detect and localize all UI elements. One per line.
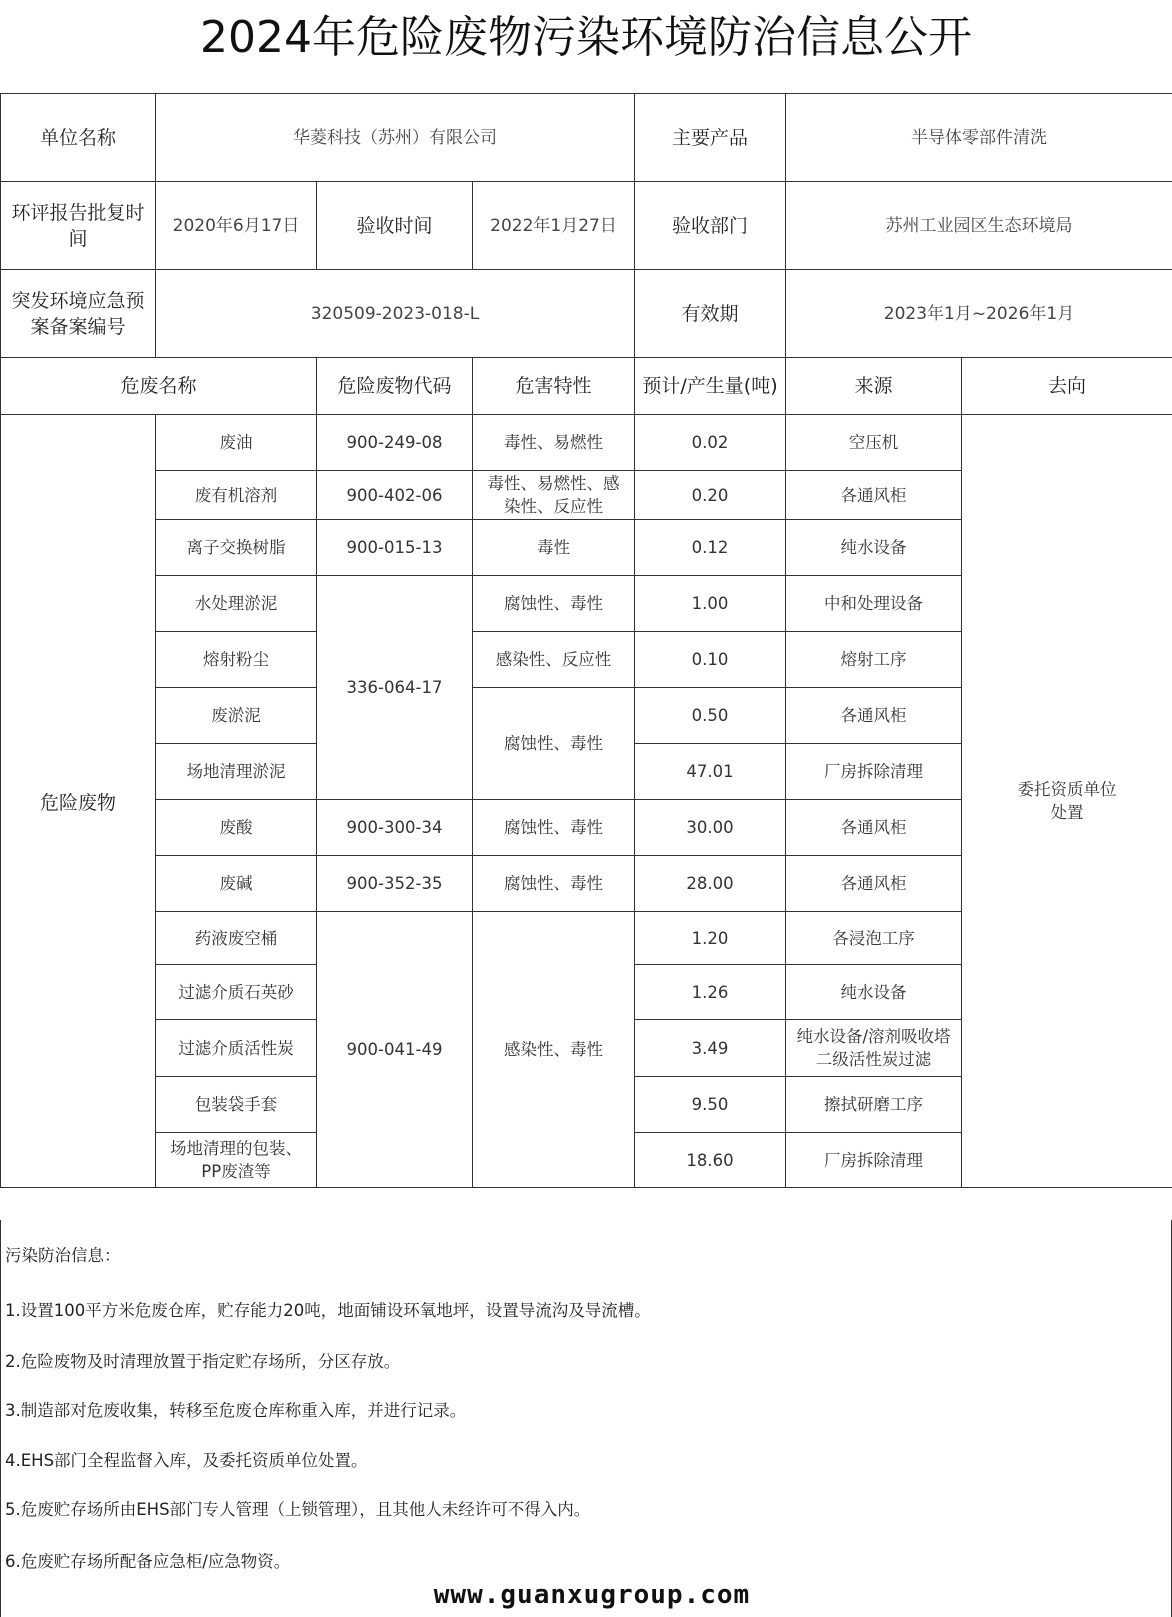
watermark: www.guanxugroup.com (433, 1580, 751, 1610)
destination-cell: 委托资质单位处置 (962, 415, 1172, 1188)
waste-source: 各通风柜 (786, 471, 962, 520)
waste-hazard: 腐蚀性、毒性 (473, 576, 635, 632)
waste-source: 各浸泡工序 (786, 912, 962, 965)
waste-amount: 30.00 (635, 800, 786, 856)
waste-amount: 0.10 (635, 632, 786, 688)
unit-value: 华菱科技（苏州）有限公司 (156, 94, 635, 182)
waste-source: 厂房拆除清理 (786, 744, 962, 800)
waste-amount: 0.20 (635, 471, 786, 520)
unit-label: 单位名称 (1, 94, 156, 182)
waste-name: 废碱 (156, 856, 317, 912)
emergency-value: 320509-2023-018-L (156, 270, 635, 358)
acceptance-time-label: 验收时间 (317, 182, 473, 270)
header-amount: 预计/产生量(吨) (635, 358, 786, 415)
waste-source: 纯水设备 (786, 520, 962, 576)
waste-hazard: 毒性、易燃性 (473, 415, 635, 471)
waste-amount: 1.20 (635, 912, 786, 965)
waste-hazard: 腐蚀性、毒性 (473, 856, 635, 912)
waste-source: 熔射工序 (786, 632, 962, 688)
waste-name: 废油 (156, 415, 317, 471)
waste-amount: 47.01 (635, 744, 786, 800)
waste-source: 厂房拆除清理 (786, 1133, 962, 1188)
waste-source: 中和处理设备 (786, 576, 962, 632)
waste-hazard: 感染性、反应性 (473, 632, 635, 688)
waste-name: 过滤介质活性炭 (156, 1020, 317, 1077)
info-row-emergency (1, 270, 1172, 358)
waste-name: 过滤介质石英砂 (156, 965, 317, 1020)
waste-amount: 0.50 (635, 688, 786, 744)
waste-name: 熔射粉尘 (156, 632, 317, 688)
table-row (1, 415, 1172, 471)
page-title: 2024年危险废物污染环境防治信息公开 (200, 12, 972, 63)
waste-source: 纯水设备/溶剂吸收塔二级活性炭过滤 (786, 1020, 962, 1077)
waste-source: 擦拭研磨工序 (786, 1077, 962, 1133)
header-hazard: 危害特性 (473, 358, 635, 415)
waste-code: 900-015-13 (317, 520, 473, 576)
product-label: 主要产品 (635, 94, 786, 182)
eia-label: 环评报告批复时间 (1, 182, 156, 270)
notes-item: 3.制造部对危废收集，转移至危废仓库称重入库，并进行记录。 (5, 1401, 467, 1420)
waste-amount: 0.02 (635, 415, 786, 471)
waste-source: 各通风柜 (786, 688, 962, 744)
info-row-eia (1, 182, 1172, 270)
waste-amount: 1.00 (635, 576, 786, 632)
notes-item: 1.设置100平方米危废仓库，贮存能力20吨，地面铺设环氧地坪，设置导流沟及导流槽。 (5, 1301, 651, 1320)
waste-name: 废有机溶剂 (156, 471, 317, 520)
pollution-notes (0, 1220, 1172, 1617)
waste-name: 离子交换树脂 (156, 520, 317, 576)
waste-source: 纯水设备 (786, 965, 962, 1020)
waste-code: 900-300-34 (317, 800, 473, 856)
waste-source: 各通风柜 (786, 856, 962, 912)
product-value: 半导体零部件清洗 (786, 94, 1172, 182)
waste-source: 空压机 (786, 415, 962, 471)
category-cell: 危险废物 (1, 415, 156, 1188)
waste-code: 900-352-35 (317, 856, 473, 912)
waste-source: 各通风柜 (786, 800, 962, 856)
waste-code: 900-402-06 (317, 471, 473, 520)
waste-amount: 18.60 (635, 1133, 786, 1188)
acceptance-time-value: 2022年1月27日 (473, 182, 635, 270)
notes-heading: 污染防治信息： (5, 1246, 121, 1265)
waste-code: 900-041-49 (317, 912, 473, 1188)
notes-item: 2.危险废物及时清理放置于指定贮存场所，分区存放。 (5, 1352, 401, 1371)
waste-code: 900-249-08 (317, 415, 473, 471)
waste-hazard: 毒性、易燃性、感染性、反应性 (473, 471, 635, 520)
info-table (0, 93, 1172, 1188)
waste-name: 废淤泥 (156, 688, 317, 744)
header-destination: 去向 (962, 358, 1172, 415)
waste-amount: 28.00 (635, 856, 786, 912)
waste-hazard: 毒性 (473, 520, 635, 576)
waste-amount: 9.50 (635, 1077, 786, 1133)
notes-item: 4.EHS部门全程监督入库，及委托资质单位处置。 (5, 1451, 368, 1470)
validity-label: 有效期 (635, 270, 786, 358)
eia-value: 2020年6月17日 (156, 182, 317, 270)
header-source: 来源 (786, 358, 962, 415)
waste-name: 水处理淤泥 (156, 576, 317, 632)
notes-item: 5.危废贮存场所由EHS部门专人管理（上锁管理），且其他人未经许可不得入内。 (5, 1500, 591, 1519)
waste-code: 336-064-17 (317, 576, 473, 800)
waste-hazard: 腐蚀性、毒性 (473, 688, 635, 800)
waste-hazard: 腐蚀性、毒性 (473, 800, 635, 856)
table-header-row (1, 358, 1172, 415)
waste-hazard: 感染性、毒性 (473, 912, 635, 1188)
validity-value: 2023年1月~2026年1月 (786, 270, 1172, 358)
waste-amount: 1.26 (635, 965, 786, 1020)
waste-amount: 3.49 (635, 1020, 786, 1077)
emergency-label: 突发环境应急预案备案编号 (1, 270, 156, 358)
waste-name: 药液废空桶 (156, 912, 317, 965)
header-name: 危废名称 (1, 358, 317, 415)
waste-amount: 0.12 (635, 520, 786, 576)
waste-name: 包装袋手套 (156, 1077, 317, 1133)
acceptance-dept-label: 验收部门 (635, 182, 786, 270)
waste-name: 场地清理淤泥 (156, 744, 317, 800)
waste-name: 废酸 (156, 800, 317, 856)
header-code: 危险废物代码 (317, 358, 473, 415)
notes-item: 6.危废贮存场所配备应急柜/应急物资。 (5, 1552, 291, 1571)
waste-name: 场地清理的包装、PP废渣等 (156, 1133, 317, 1188)
info-row-unit (1, 94, 1172, 182)
acceptance-dept-value: 苏州工业园区生态环境局 (786, 182, 1172, 270)
